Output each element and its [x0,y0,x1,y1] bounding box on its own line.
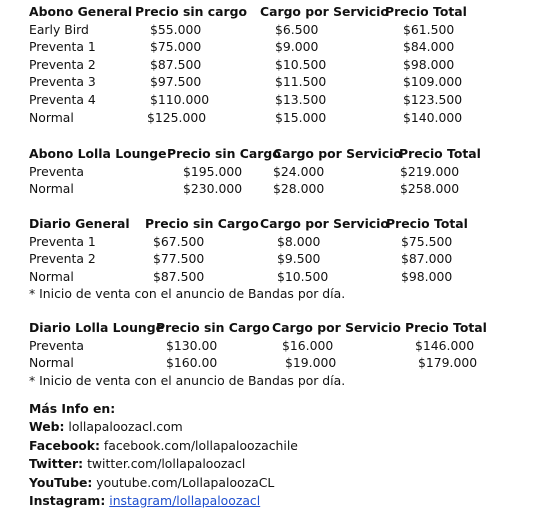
instagram-label: Instagram: [29,492,106,508]
table-row [0,21,550,39]
twitter-value: twitter.com/lollapaloozacl [87,456,246,472]
row-precio: $75.000 [150,39,202,55]
row-cargo: $24.000 [273,163,325,179]
abono-lolla-lounge-table [0,145,550,198]
row-name: Preventa 2 [29,56,96,72]
column-header-total: Precio Total [405,320,487,335]
row-name: Early Bird [29,21,89,37]
row-name: Normal [29,181,74,197]
footnote: * Inicio de venta con el anuncio de Bandas por día. [29,286,346,302]
table-row [0,163,550,181]
diario-lolla-lounge-table [0,319,550,389]
table-header-row [0,319,550,337]
facebook-value: facebook.com/lollapaloozachile [103,437,298,453]
row-cargo: $15.000 [275,109,327,125]
youtube-label: YouTube: [29,474,93,490]
table-row [0,38,550,56]
row-total: $179.000 [418,355,478,371]
column-header-total: Precio Total [385,4,467,19]
column-header-total: Precio Total [399,146,481,161]
row-precio: $97.500 [150,74,202,90]
row-precio: $87.500 [150,56,202,72]
row-name: Preventa 1 [29,233,96,249]
table-row [0,56,550,74]
column-header-cargo: Cargo por Servicio [260,216,389,231]
row-precio: $77.500 [153,251,205,267]
table-header-row [0,145,550,163]
row-total: $61.500 [403,21,455,37]
table-row [0,268,550,286]
column-header-precio: Precio sin Cargo [145,216,259,231]
web-label: Web: [29,419,65,435]
row-name: Preventa 4 [29,91,96,107]
facebook-label: Facebook: [29,437,100,453]
row-cargo: $16.000 [282,337,334,353]
row-name: Preventa 3 [29,74,96,90]
row-precio: $87.500 [153,268,205,284]
row-total: $75.500 [401,233,453,249]
table-row [0,109,550,127]
column-header-ticket: Diario General [29,216,130,231]
table-row [0,91,550,109]
web-value: lollapaloozacl.com [68,419,183,435]
table-row [0,233,550,251]
table-header-row [0,215,550,233]
web-line [29,418,298,436]
diario-general-table [0,215,550,303]
row-total: $98.000 [403,56,455,72]
table-row [0,337,550,355]
column-header-total: Precio Total [386,216,468,231]
twitter-line [29,455,298,473]
table-header-row [0,3,550,21]
abono-general-table [0,3,550,126]
row-cargo: $13.500 [275,91,327,107]
youtube-value: youtube.com/LollapaloozaCL [96,474,275,490]
row-cargo: $11.500 [275,74,327,90]
column-header-precio: Precio sin Cargo [156,320,270,335]
facebook-line [29,437,298,455]
row-cargo: $19.000 [285,355,337,371]
youtube-line [29,474,298,492]
footnote: * Inicio de venta con el anuncio de Bandas por día. [29,372,346,388]
table-row [0,73,550,91]
row-name: Preventa [29,163,84,179]
column-header-precio: Precio sin Cargo [167,146,281,161]
row-precio: $130.00 [166,337,218,353]
table-row [0,180,550,198]
column-header-precio: Precio sin cargo [135,4,247,19]
row-precio: $230.000 [183,181,243,197]
row-total: $98.000 [401,268,453,284]
row-total: $123.500 [403,91,463,107]
instagram-link[interactable]: instagram/lollapaloozacl [109,492,261,508]
row-name: Normal [29,268,74,284]
column-header-cargo: Cargo por Servicio [272,320,401,335]
column-header-ticket: Abono General [29,4,133,19]
column-header-cargo: Cargo por Servicio [273,146,402,161]
row-cargo: $28.000 [273,181,325,197]
row-cargo: $9.500 [277,251,321,267]
row-total: $87.000 [401,251,453,267]
row-precio: $195.000 [183,163,243,179]
row-cargo: $8.000 [277,233,321,249]
row-precio: $55.000 [150,21,202,37]
row-cargo: $10.500 [277,268,329,284]
row-precio: $67.500 [153,233,205,249]
table-row [0,250,550,268]
row-cargo: $10.500 [275,56,327,72]
row-precio: $110.000 [150,91,210,107]
row-total: $146.000 [415,337,475,353]
row-name: Preventa 1 [29,39,96,55]
row-name: Normal [29,355,74,371]
row-total: $258.000 [400,181,460,197]
column-header-ticket: Abono Lolla Lounge [29,146,167,161]
twitter-label: Twitter: [29,456,84,472]
column-header-ticket: Diario Lolla Lounge [29,320,164,335]
more-info-section [29,400,298,510]
row-name: Normal [29,109,74,125]
row-total: $109.000 [403,74,463,90]
row-cargo: $9.000 [275,39,319,55]
row-name: Preventa [29,337,84,353]
row-total: $219.000 [400,163,460,179]
table-row [0,354,550,372]
more-info-title: Más Info en: [29,401,116,416]
row-total: $84.000 [403,39,455,55]
row-name: Preventa 2 [29,251,96,267]
row-precio: $160.00 [166,355,218,371]
column-header-cargo: Cargo por Servicio [260,4,389,19]
row-cargo: $6.500 [275,21,319,37]
row-total: $140.000 [403,109,463,125]
row-precio: $125.000 [147,109,207,125]
instagram-line [29,492,298,510]
